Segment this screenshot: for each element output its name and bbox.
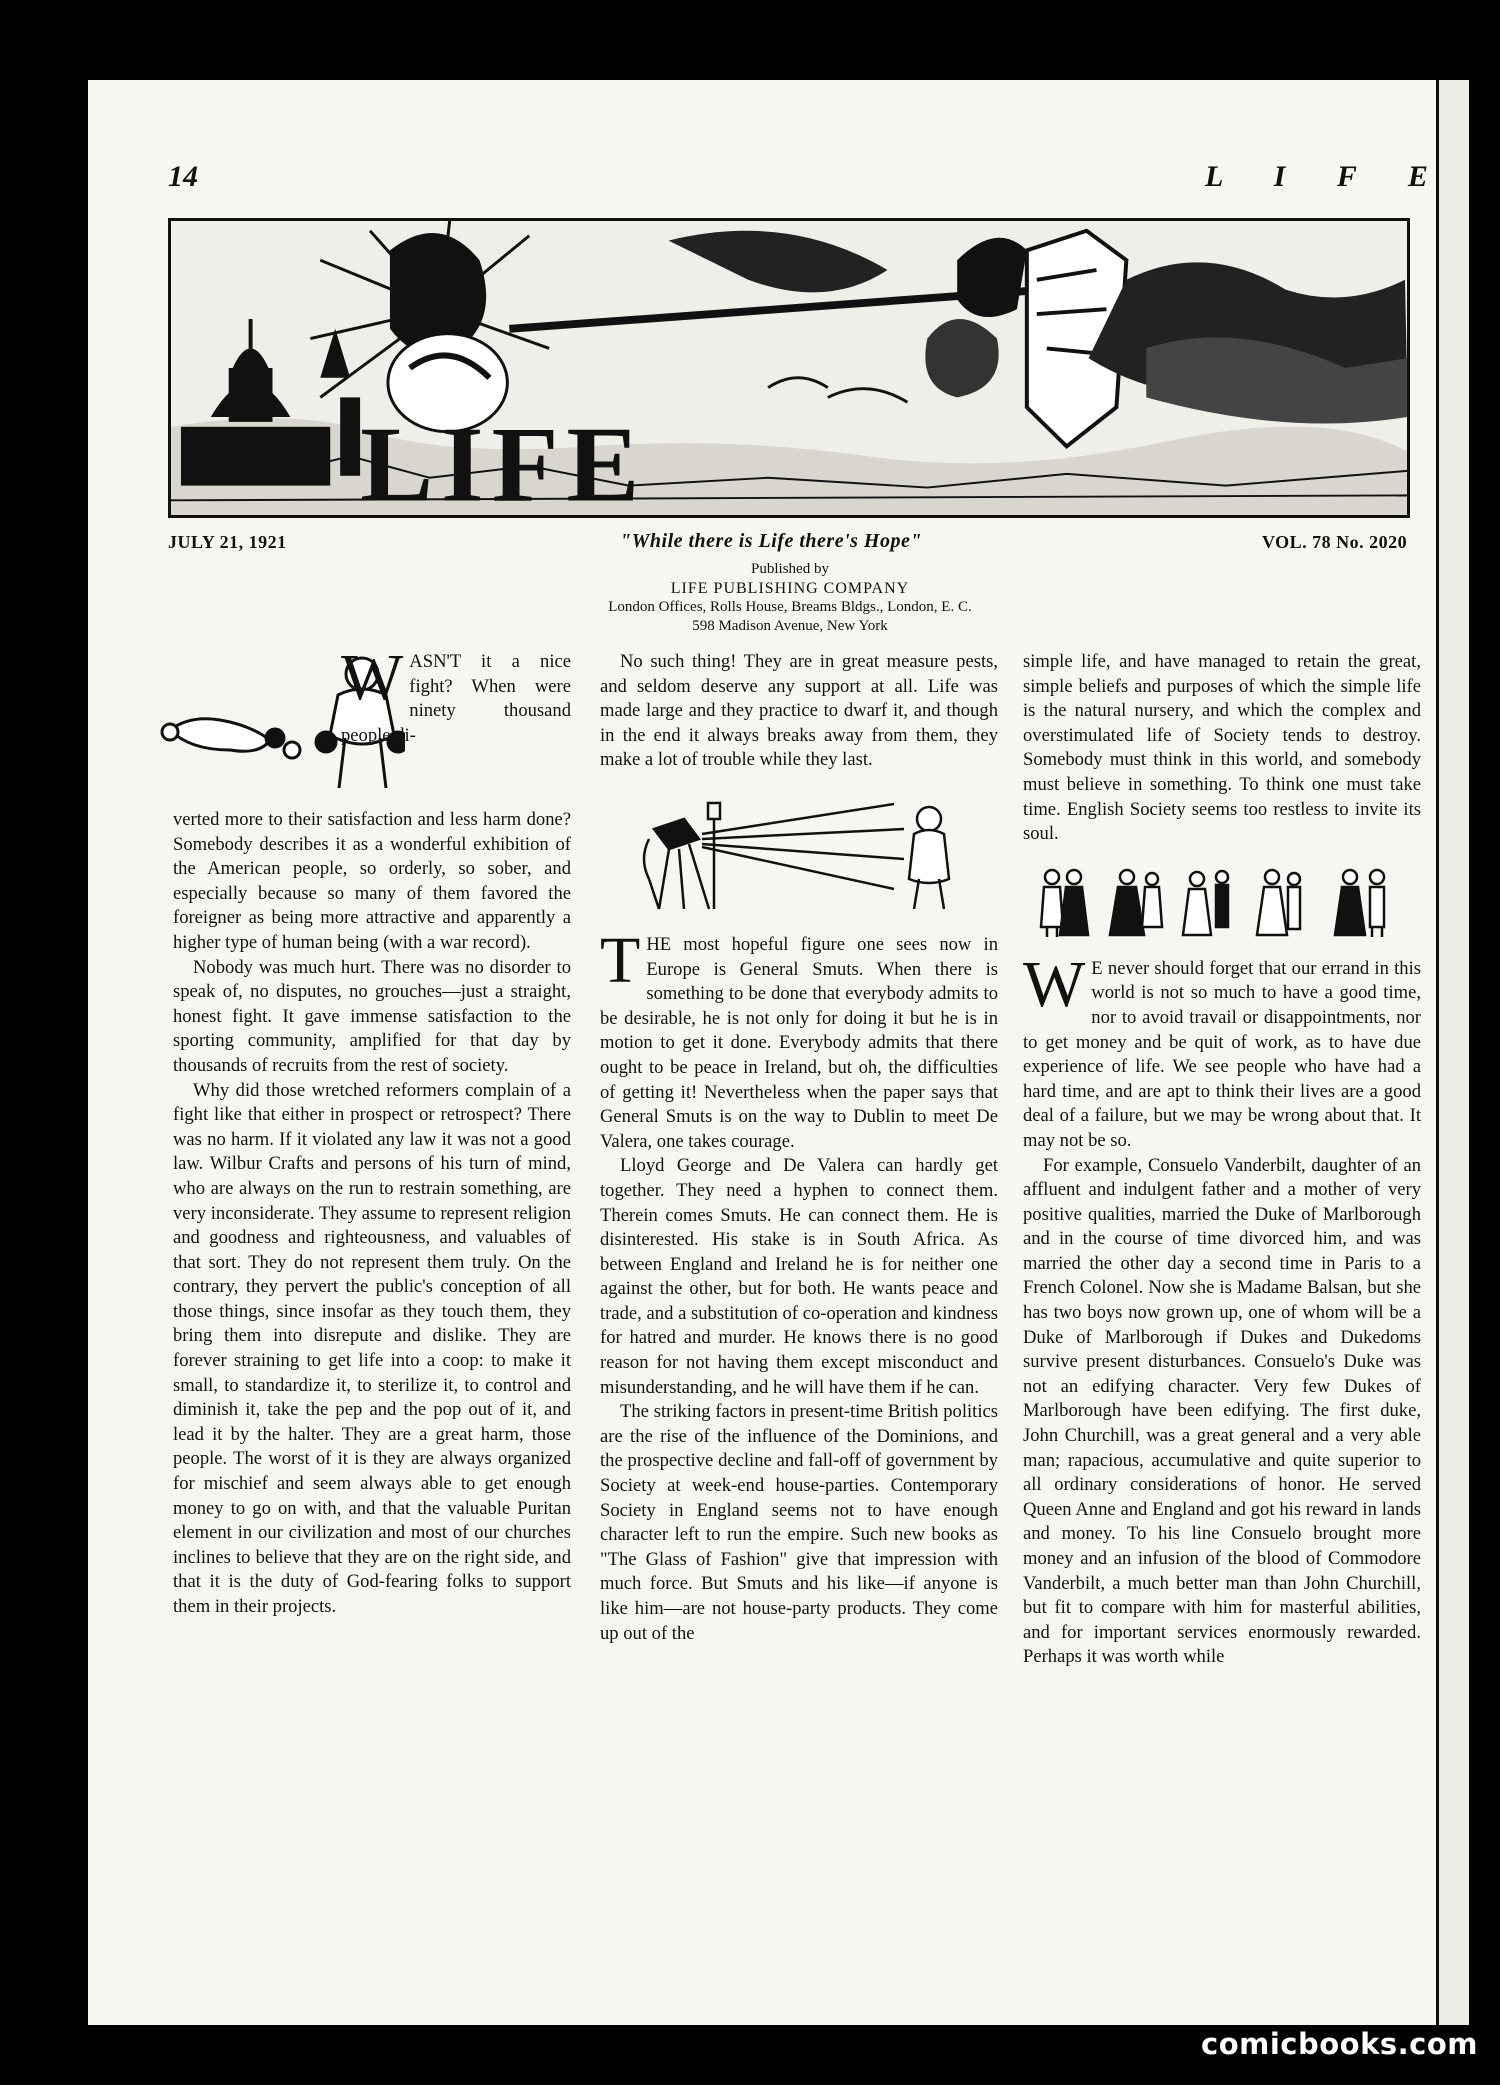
column-3 [1023,650,1421,1670]
dropcap-w: W [341,641,404,714]
volume-number: VOL. 78 No. 2020 [1262,532,1408,552]
lead-paragraph-wrap [341,641,571,748]
watermark: comicbooks.com [1201,2027,1478,2061]
paragraph-1: simple life, and have managed to retain the great, simple beliefs and purposes of which the simple life is the natural nursery, and which the complex and overstimulated life of Society tends to destroy. Somebody must think in this world, and somebody must believe in something. To think one must take time. English Society seems too restless to invite its soul. [1023,651,1421,845]
column-2 [600,650,998,1646]
motto: "While there is Life there's Hope" [620,530,922,552]
masthead-drawing [171,221,1407,515]
lead-paragraph-start: ASN'T it a nice fight? When were ninety thousand people di- [341,651,571,746]
paragraph-3: Lloyd George and De Valera can hardly get together. They need a hyphen to connect them. Therein comes Smuts. He can connect them. He is disinterested. His stake is in South Africa. As between England and Ireland he is for neither one against the other, but for both. He wants peace and trade, and a substitution of co-operation and kindness for hatred and murder. He knows there is no good reason for not having them except misconduct and misunderstanding, and he will have them if he can. [600,1155,998,1398]
issue-date: JULY 21, 1921 [168,532,287,552]
camera-illustration [634,789,964,919]
imprint-newyork-address: 598 Madison Avenue, New York [692,618,888,634]
figures-illustration [1032,863,1412,943]
magazine-title: L I F E [1205,160,1450,193]
masthead-life-lettering: LIFE [360,405,648,515]
masthead-illustration [168,218,1410,518]
paragraph-4: The striking factors in present-time British politics are the rise of the influence of the Dominions, and the prospective decline and fall-off of government by Society at week-end house-parties. Contemporary Society in England seems not to have enough character left to run the empire. Such new books as "The Glass of Fashion" give that impression with much force. But Smuts and his like—if anyone is like him—are not house-party products. They come up out of the [600,1401,998,1644]
paragraph-3: Why did those wretched reformers complain of a fight like that either in prospect or retrospect? There was no harm. If it violated any law it was not a good law. Wilbur Crafts and persons of his turn of mind, who are always on the run to restrain something, are very inconsiderate. They assume to represent religion and goodness and righteousness, and valuables of that sort. They do not represent them truly. On the contrary, they pervert the public's conception of all those things, since insofar as they touch them, they bring them into disrepute and dislike. They are forever straining to get life into a coop: to make it small, to standardize it, to sterilize it, to control and diminish it, take the pep and the pop out of it, and lead it by the halter. They are a great harm, those people. The worst of it is they are always organized for mischief and seem always able to get enough money to go on with, and that the valuable Puritan element in our civilization and most of our churches inclines to believe that they are on the right side, and that it is the duty of God-fearing folks to support them in their projects. [173,1079,571,1617]
paragraph-1: No such thing! They are in great measure pests, and seldom deserve any support at all. Life was made large and they practice to dwarf it, and though in the end it always breaks away from them, they make a lot of trouble while they last. [600,651,998,771]
imprint-london-address: London Offices, Rolls House, Breams Bldgs., London, E. C. [608,599,972,615]
smuts-paragraph-text: HE most hopeful figure one sees now in Europe is General Smuts. When there is something to be done that everybody admits to be desirable, he is not only for doing it but he is in motion to get it done. Everybody admits that there ought to be peace in Ireland, but oh, the difficulties of getting it! Nevertheless when the paper says that General Smuts is on the way to Dublin to meet De Valera, one takes courage. [600,933,998,1152]
paragraph-1-rest: verted more to their satisfaction and less harm done? Somebody describes it as a wonderful exhibition of the American people, so orderly, so sober, and especially because so many of them favored the foreigner as being more attractive and apparently a higher type of human being (with a war record). [173,809,571,953]
imprint-published-by: Published by [751,561,829,577]
column-1 [173,641,571,1620]
errand-paragraph-text: E never should forget that our errand in this world is not so much to have a good time, nor to avoid travail or disappointments, nor to get money and be quit of work, as to have due experience of life. We see people who have had a hard time, and are apt to think their lives are a good deal of a failure, but we may be wrong about that. It may not be so. [1023,957,1421,1151]
page-number: 14 [168,160,198,193]
imprint-company: LIFE PUBLISHING COMPANY [670,580,910,597]
next-page-edge [1436,80,1469,2025]
dropcap-t: T [600,923,641,997]
dropcap-w-2: W [1023,947,1086,1021]
smuts-paragraph [600,923,998,1154]
paragraph-2: Nobody was much hurt. There was no disorder to speak of, no disputes, no grouches—just a straight, honest fight. It gave immense satisfaction to the sporting community, amplified for that day by thousands of recruits from the rest of society. [173,956,571,1076]
paragraph-3: For example, Consuelo Vanderbilt, daughter of an affluent and indulgent father and a mother of very positive qualities, married the Duke of Marlborough and in the course of time divorced him, and was married the other day a second time in Paris to a French Colonel. Now she is Madame Balsan, but she has two boys now grown up, one of whom will be a Duke of Marlborough if Dukes and Dukedoms survive present disturbances. Consuelo's Duke was not an edifying character. Very few Dukes of Marlborough have been edifying. The first duke, John Churchill, was a great general and a very able man; rapacious, accumulative and quite superior to all ordinary considerations of honor. He served Queen Anne and England and got his reward in lands and money. To his line Consuelo brought more money and an infusion of the blood of Commodore Vanderbilt, a much better man than John Churchill, but fit to compare with him for masterful abilities, and for important services enormously rewarded. Perhaps it was worth while [1023,1154,1421,1668]
imprint [470,560,1110,636]
errand-paragraph [1023,947,1421,1154]
